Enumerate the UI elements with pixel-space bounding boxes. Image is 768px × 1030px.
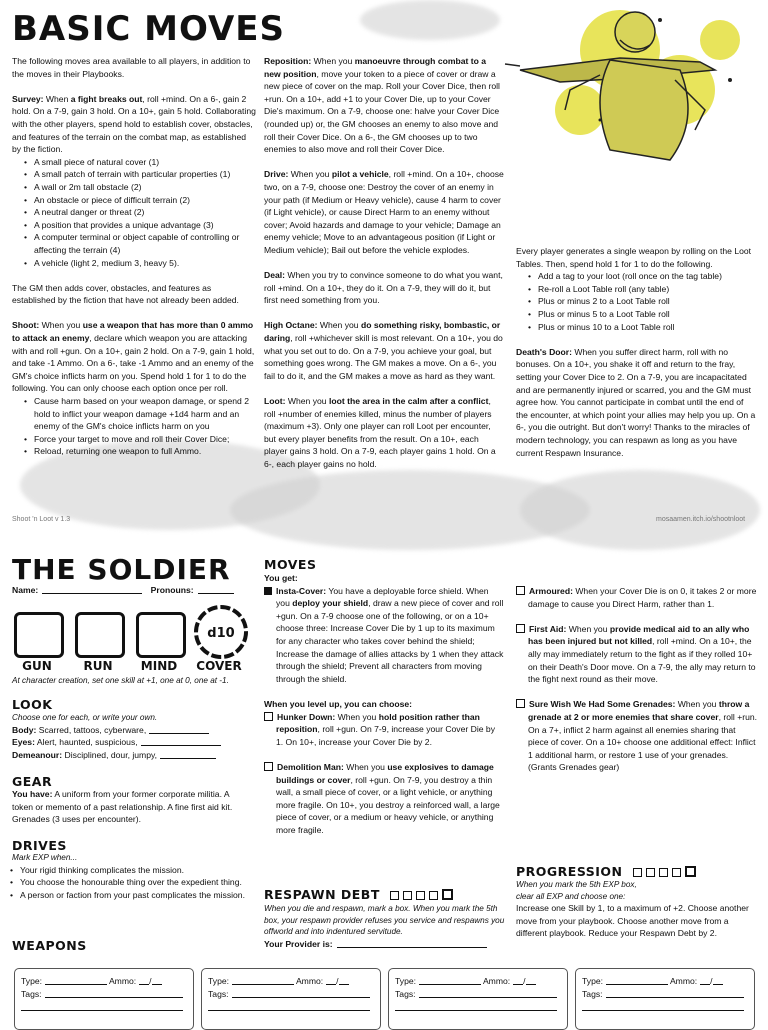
gear-text: You have: A uniform from your former corporate militia. A token or memento of a past relationship. A fine first aid kit. Grenades (3 uses per encounter). (12, 789, 233, 825)
basic-moves-column-3 (516, 245, 756, 459)
cover-die-label: d10 (207, 626, 235, 641)
list-item: • Force your target to move and roll their Cover Dice; (34, 433, 256, 446)
list-item: • Re-roll a Loot Table roll (any table) (538, 283, 756, 296)
weapon-ammo-max-input[interactable] (339, 976, 349, 985)
weapon-type-input[interactable] (45, 976, 107, 985)
move-demolition-man: Demolition Man: When you use explosives to damage buildings or cover, roll +gun. On 7-9, you destroy a thin wall, a small piece of cover, or a light vehicle, or anything more fragile. On 10+, you destroy a reinforced wall, a large piece of cover, or a medium or heavy vehicle, or anything more fragile. (264, 761, 504, 837)
weapon-type-input[interactable] (606, 976, 668, 985)
respawn-box[interactable] (416, 891, 425, 900)
move-reposition: Reposition: When you manoeuvre through combat to a new position, move your token to a piece of cover or draw a new piece of cover on the map. Roll your Cover Dice, then roll +run. On a 10+, add +1 to your Cover Die, up to your Cover Die's maximum. On a 7-9, choose one: halve your Cover Dice (rounded up) or, the GM chooses an enemy to also move and roll their Cover Dice. On a 6-, the GM chooses up to two enemies to also move and roll their Cover Dice. (264, 56, 500, 155)
checkbox[interactable] (516, 699, 525, 708)
skill-label-run: RUN (83, 659, 113, 673)
soldier-moves-column-1 (264, 572, 504, 836)
weapon-ammo-max-input[interactable] (526, 976, 536, 985)
survey-after-text: The GM then adds cover, obstacles, and features as established by the fiction that have not already been added. (12, 282, 239, 306)
weapon-card-3: Type: Ammo: / Tags: (388, 968, 568, 1030)
exp-box-final[interactable] (685, 866, 696, 877)
skill-label-cover: COVER (196, 659, 242, 673)
weapon-type-input[interactable] (419, 976, 481, 985)
weapon-tags-input[interactable] (419, 989, 557, 998)
progression-note-2: clear all EXP and choose one: (516, 891, 626, 901)
name-field: Name: Pronouns: (12, 584, 257, 597)
moves-heading: MOVES (264, 557, 317, 572)
weapon-tags-input[interactable] (606, 989, 744, 998)
list-item: • A neutral danger or threat (2) (34, 206, 256, 219)
move-drive: Drive: When you pilot a vehicle, roll +mind. On a 10+, choose two, on a 7-9, choose one: Destroy the cover of an enemy in your path (if Medium or Heavy vehicle), cause 4 harm to cover (if Light vehicle), or cause Direct Harm to an enemy without cover; Avoid hazards and damage to your vehicle; Damage an enemy vehicle; Move to an advantageous position (if Light or Medium vehicle); Bail out before the vehicle explodes. (264, 169, 504, 255)
look-note: Choose one for each, or write your own. (12, 713, 158, 722)
weapon-ammo-input[interactable] (700, 976, 710, 985)
weapon-card-2: Type: Ammo: / Tags: (201, 968, 381, 1030)
respawn-box-final[interactable] (442, 889, 453, 900)
look-body-input[interactable] (149, 725, 209, 734)
skill-label-mind: MIND (140, 659, 178, 673)
move-deal: Deal: When you try to convince someone to do what you want, roll +mind. On a 10+, they do it. On a 7-9, they will do it, but first need something from you. (264, 270, 503, 306)
skill-label-gun: GUN (22, 659, 52, 673)
weapons-heading: WEAPONS (12, 938, 87, 953)
look-demeanour: Demeanour: Disciplined, dour, jumpy, (12, 749, 257, 762)
exp-box[interactable] (633, 868, 642, 877)
checkbox[interactable] (516, 624, 525, 633)
move-deaths-door: Death's Door: When you suffer direct harm, roll with no bonuses. On a 10+, you shake it off and return to the fray, setting your Cover Dice to 2. On a 7-9, you are incapacitated and are permanently injured or scarred, you and the GM must agree how. You cannot participate in combat until the end of the encounter, at which point your allies may help you up. On a 6-, you die outright. But don't worry! Thanks to the miracles of modern technology, you can respawn as long as you have current Respawn Insurance. (516, 346, 756, 458)
look-heading: LOOK (12, 697, 53, 712)
move-shoot: Shoot: When you use a weapon that has more than 0 ammo to attack an enemy, declare which weapon you are attacking with and roll +gun. On a 10+, gain 2 hold. On a 7-9, gain 1 hold, and take -1 Ammo. On a 6-, take -1 Ammo and an enemy of the GM's choice inflicts harm on you. Spend hold 1 for 1 to do the following. You can only choose each option once per roll. (12, 320, 255, 394)
weapon-tags-input[interactable] (582, 1002, 744, 1011)
respawn-section (264, 903, 506, 950)
pronouns-input[interactable] (198, 585, 234, 594)
list-item: • A small piece of natural cover (1) (34, 156, 256, 169)
list-item: • Your rigid thinking complicates the mission. (20, 864, 252, 877)
respawn-debt-header (264, 886, 457, 904)
weapon-card-1: Type: Ammo: / Tags: (14, 968, 194, 1030)
look-eyes: Eyes: Alert, haunted, suspicious, (12, 736, 257, 749)
move-loot: Loot: When you loot the area in the calm after a conflict, roll +number of enemies killed, minus the number of players (maximum +3). Only one player can roll Loot per encounter, but every player benefits from the result. On a 10+, each player gains 3 hold. On a 7-9, each player gains 1 hold. On a 6-, each player gains no hold. (264, 396, 496, 469)
intro-text: The following moves area available to all players, in addition to the moves in their Playbooks. (12, 56, 251, 79)
drives-section (12, 852, 252, 901)
skill-box-mind[interactable] (136, 612, 186, 658)
list-item: • An obstacle or piece of difficult terrain (2) (34, 194, 256, 207)
paint-splash (360, 0, 500, 40)
footer-url: mosaamen.itch.io/shootnloot (656, 516, 746, 523)
provider-input[interactable] (337, 939, 487, 948)
exp-box[interactable] (646, 868, 655, 877)
look-body: Body: Scarred, tattoos, cyberware, (12, 724, 257, 737)
skills-note: At character creation, set one skill at +1, one at 0, one at -1. (12, 676, 229, 685)
weapon-tags-input[interactable] (45, 989, 183, 998)
checkbox-checked[interactable] (264, 587, 272, 595)
weapon-tags-input[interactable] (232, 989, 370, 998)
list-item: • Add a tag to your loot (roll once on the tag table) (538, 270, 756, 283)
move-first-aid: First Aid: When you provide medical aid to an ally who has been injured but not killed, roll +mind. On a 10+, the ally may immediately return to the fight as if they rolled 10+ on their Death's Door move. On a 7-9, the ally may return to the fight next round as their move. (516, 623, 758, 686)
list-item: • Plus or minus 10 to a Loot Table roll (538, 321, 756, 334)
skill-box-gun[interactable] (14, 612, 64, 658)
level-up-label: When you level up, you can choose: (264, 698, 413, 709)
loot-after-text: Every player generates a single weapon by rolling on the Loot Tables. Then, spend hold 1 for 1 to do the following. (516, 246, 752, 269)
look-eyes-input[interactable] (141, 737, 221, 746)
exp-box[interactable] (672, 868, 681, 877)
soldier-illustration (500, 0, 768, 168)
progression-text: Increase one Skill by 1, to a maximum of +2. Choose another move from your playbook. Choose another move from a different playbook. Reduce your Respawn Debt by 2. (516, 903, 749, 939)
respawn-debt-heading: RESPAWN DEBT (264, 887, 380, 902)
weapon-ammo-max-input[interactable] (152, 976, 162, 985)
you-get-label: You get: (264, 573, 298, 583)
skill-box-run[interactable] (75, 612, 125, 658)
move-grenades: Sure Wish We Had Some Grenades: When you throw a grenade at 2 or more enemies that share cover, roll +run. On a 7+, inflict 2 harm against all enemies sharing that piece of cover. On a 10+ choose one additional effect: Inflict 1 additional harm, or restore 1 use of your grenades. (Grants Grenades gear) (516, 698, 758, 774)
list-item: • A small patch of terrain with particular properties (1) (34, 168, 256, 181)
weapon-ammo-max-input[interactable] (713, 976, 723, 985)
gear-heading: GEAR (12, 774, 53, 789)
survey-list (12, 156, 256, 269)
loot-list (516, 270, 756, 333)
move-armoured: Armoured: When your Cover Die is on 0, it takes 2 or more damage to cause you Direct Harm, rather than 1. (516, 585, 758, 610)
respawn-box[interactable] (403, 891, 412, 900)
list-item: • A person or faction from your past complicates the mission. (20, 889, 252, 902)
list-item: • A computer terminal or object capable of controlling or affecting the terrain (4) (34, 231, 256, 256)
checkbox[interactable] (264, 762, 273, 771)
list-item: • A vehicle (light 2, medium 3, heavy 5). (34, 257, 256, 270)
soldier-moves-column-2 (516, 585, 758, 774)
weapon-tags-input[interactable] (395, 1002, 557, 1011)
weapon-ammo-input[interactable] (139, 976, 149, 985)
shoot-list (12, 395, 256, 458)
cover-die-icon (193, 604, 249, 660)
list-item: • A position that provides a unique advantage (3) (34, 219, 256, 232)
provider-field: Your Provider is: (264, 938, 506, 951)
checkbox[interactable] (516, 586, 525, 595)
weapon-tags-input[interactable] (21, 1002, 183, 1011)
page-title: BASIC MOVES (12, 9, 286, 49)
respawn-box[interactable] (429, 891, 438, 900)
basic-moves-column-2 (264, 55, 504, 471)
basic-moves-column-1 (12, 55, 256, 458)
weapon-ammo-input[interactable] (513, 976, 523, 985)
exp-box[interactable] (659, 868, 668, 877)
respawn-note: When you die and respawn, mark a box. When you mark the 5th box, your respawn provider refuses you service and respawns you offworld and into indentured servitude. (264, 904, 505, 936)
weapon-tags-input[interactable] (208, 1002, 370, 1011)
checkbox[interactable] (264, 712, 273, 721)
drives-note: Mark EXP when... (12, 853, 78, 862)
respawn-box[interactable] (390, 891, 399, 900)
weapon-card-4: Type: Ammo: / Tags: (575, 968, 755, 1030)
weapon-type-input[interactable] (232, 976, 294, 985)
drives-heading: DRIVES (12, 838, 67, 853)
name-input[interactable] (42, 585, 142, 594)
list-item: • A wall or 2m tall obstacle (2) (34, 181, 256, 194)
list-item: • You choose the honourable thing over the expedient thing. (20, 876, 252, 889)
playbook-title: THE SOLDIER (12, 553, 231, 586)
progression-heading: PROGRESSION (516, 864, 623, 879)
move-hunker-down: Hunker Down: When you hold position rather than reposition, roll +gun. On 7-9, increase your Cover Die by 1. On 10+, increase your Cover Die by 2. (264, 711, 504, 749)
progression-section (516, 879, 758, 940)
move-insta-cover: Insta-Cover: You have a deployable force shield. When you deploy your shield, draw a new piece of cover and roll +gun. On a 7-9 choose one of the following, or on a 10+ choose three: Increase Cover Die by 1 up to its maximum for any character who takes cover behind the shield; Increase the damage of allies attacks by 1 when they attack through the shield; Prevent all characters from moving through the shield. (264, 585, 504, 686)
weapon-ammo-input[interactable] (326, 976, 336, 985)
list-item: • Plus or minus 2 to a Loot Table roll (538, 295, 756, 308)
list-item: • Reload, returning one weapon to full Ammo. (34, 445, 256, 458)
move-survey: Survey: When a fight breaks out, roll +mind. On a 6-, gain 2 hold. On a 7-9, gain 3 hold. On a 10+, gain 5 hold. Collaborating with the other players, spend hold to establish cover, obstacles, and features of the terrain on the combat map, as established by the fiction. (12, 93, 256, 155)
look-demeanour-input[interactable] (160, 750, 216, 759)
move-high-octane: High Octane: When you do something risky, bombastic, or daring, roll +whichever skill is most relevant. On a 10+, you do what you set out to do. On a 7-9, you achieve your goal, but something goes wrong. The GM makes a move. On a 6-, you fail to do it, and the GM makes a move as hard as they want. (264, 320, 503, 381)
look-section (12, 712, 257, 761)
list-item: • Cause harm based on your weapon damage, or spend 2 hold to inflict your weapon damage +1d4 harm and an enemy of the GM's choice inflicts harm on you (34, 395, 256, 433)
progression-note-1: When you mark the 5th EXP box, (516, 880, 637, 889)
paint-splash (520, 470, 760, 550)
list-item: • Plus or minus 5 to a Loot Table roll (538, 308, 756, 321)
footer-version: Shoot 'n Loot v 1.3 (12, 516, 71, 523)
